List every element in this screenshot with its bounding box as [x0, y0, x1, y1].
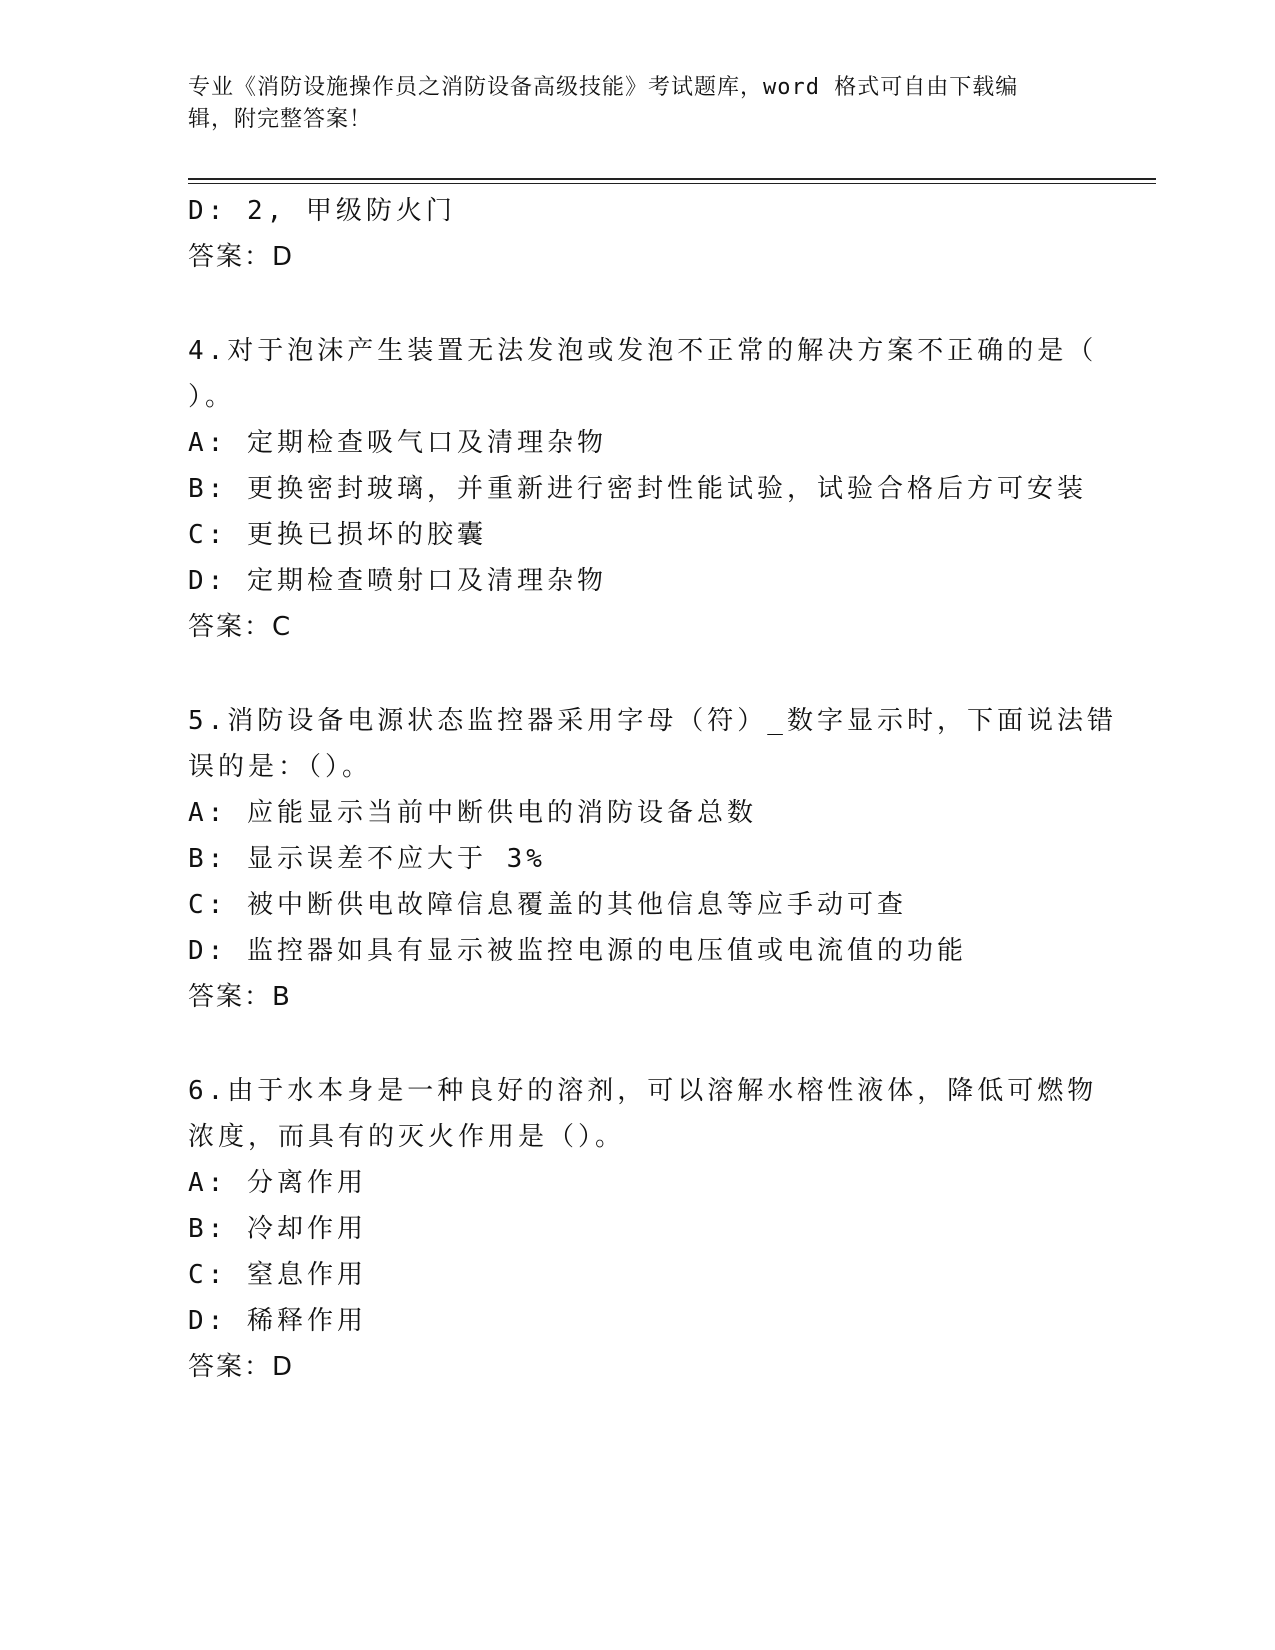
option-c: C: 被中断供电故障信息覆盖的其他信息等应手动可查 — [188, 890, 907, 920]
header-divider-thin — [188, 183, 1156, 184]
option-b: B: 显示误差不应大于 3% — [188, 844, 546, 874]
answer: 答案：D — [188, 242, 295, 272]
question-4 — [188, 328, 1098, 650]
header-divider-thick — [188, 178, 1156, 180]
option-a: A: 应能显示当前中断供电的消防设备总数 — [188, 798, 757, 828]
document-header — [188, 72, 1068, 136]
question-stem-cont: 浓度，而具有的灭火作用是（）。 — [188, 1122, 626, 1152]
option-a: A: 分离作用 — [188, 1168, 367, 1198]
header-line-2: 辑，附完整答案！ — [188, 107, 373, 132]
question-list — [188, 188, 1117, 1390]
question-stem: 4.对于泡沫产生装置无法发泡或发泡不正常的解决方案不正确的是（ — [188, 336, 1098, 366]
question-stem: 6.由于水本身是一种良好的溶剂，可以溶解水榕性液体，降低可燃物 — [188, 1076, 1098, 1106]
question-stem-cont: 误的是：（）。 — [188, 752, 373, 782]
question-5 — [188, 698, 1117, 1020]
question-stem: 5.消防设备电源状态监控器采用字母（符）_数字显示时，下面说法错 — [188, 706, 1117, 736]
option-a: A: 定期检查吸气口及清理杂物 — [188, 428, 607, 458]
option-d: D: 监控器如具有显示被监控电源的电压值或电流值的功能 — [188, 936, 967, 966]
question-6 — [188, 1068, 1098, 1390]
option-b: B: 冷却作用 — [188, 1214, 367, 1244]
option-d: D: 稀释作用 — [188, 1306, 367, 1336]
prev-question-tail — [188, 188, 1088, 280]
option-b: B: 更换密封玻璃，并重新进行密封性能试验，试验合格后方可安装 — [188, 474, 1087, 504]
answer: 答案：D — [188, 1352, 295, 1382]
header-line-1: 专业《消防设施操作员之消防设备高级技能》考试题库，word 格式可自由下载编 — [188, 75, 1019, 100]
question-stem-cont: ）。 — [188, 382, 236, 412]
option-d: D: 定期检查喷射口及清理杂物 — [188, 566, 607, 596]
option-c: C: 窒息作用 — [188, 1260, 367, 1290]
answer: 答案：B — [188, 982, 292, 1012]
option-d: D: 2, 甲级防火门 — [188, 196, 456, 226]
answer: 答案：C — [188, 612, 293, 642]
option-c: C: 更换已损坏的胶囊 — [188, 520, 487, 550]
